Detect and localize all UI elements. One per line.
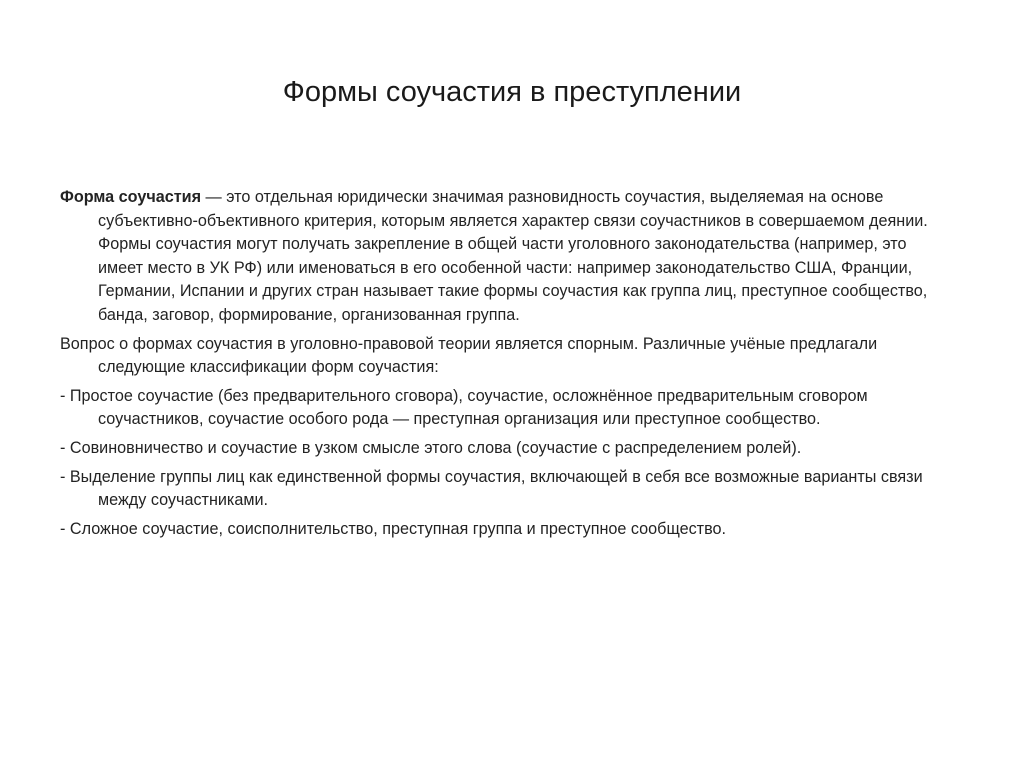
classification-item-3: - Выделение группы лиц как единственной формы соучастия, включающей в себя все возможные варианты связи между соучастниками. <box>60 467 923 510</box>
classification-item-4: - Сложное соучастие, соисполнительство, преступная группа и преступное сообщество. <box>60 519 727 538</box>
paragraph-intro: Вопрос о формах соучастия в уголовно-правовой теории является спорным. Различные учёные предлагали следующие классификации форм соучастия: <box>60 334 878 377</box>
definition-term: Форма соучастия <box>60 188 202 206</box>
definition-text: — это отдельная юридически значимая разновидность соучастия, выделяемая на основе субъективно-объективного критерия, которым является характер связи соучастников в совершаемом деянии. Формы соучастия могут получать закрепление в общей части уголовного законодательства (например, это имеет место в УК РФ) или именоваться в его особенной части: например законодательство США, Франции, Германии, Испании и других стран называет такие формы соучастия как группа лиц, преступное сообщество, банда, заговор, формирование, организованная группа. <box>98 188 928 324</box>
slide-title: Формы соучастия в преступлении <box>282 76 742 108</box>
slide-body <box>60 186 940 546</box>
classification-item-1: - Простое соучастие (без предварительного сговора), соучастие, осложнённое предварительным сговором соучастников, соучастие особого рода — преступная организация или преступное сообщество. <box>60 386 868 429</box>
definition-paragraph <box>60 186 940 328</box>
classification-item-2: - Совиновничество и соучастие в узком смысле этого слова (соучастие с распределением ролей). <box>60 438 802 457</box>
